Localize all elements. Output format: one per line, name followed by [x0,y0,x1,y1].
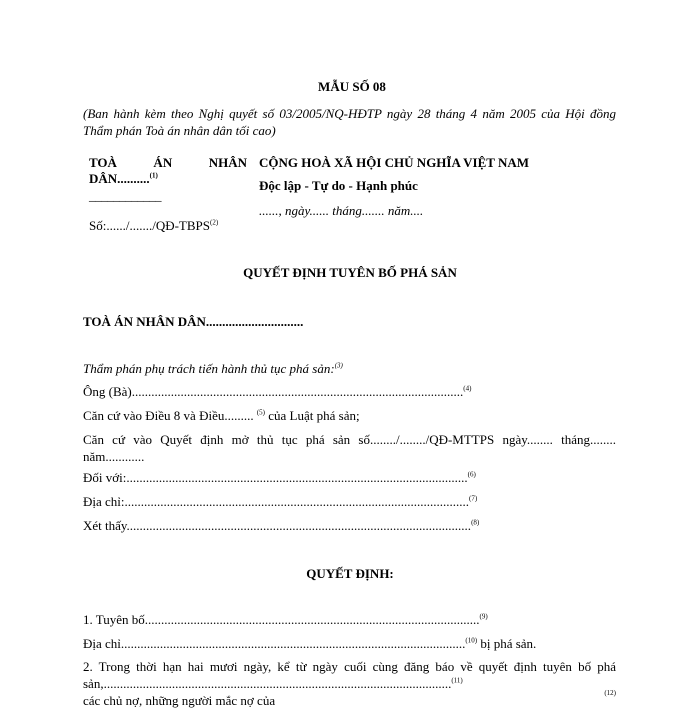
judge-label [83,361,343,377]
decision-item-2-line2-footnote-marker: (11) [451,676,463,685]
date-line: ......, ngày...... tháng....... năm.... [259,203,424,218]
legal-basis-2-line1: Căn cứ vào Quyết định mở thủ tục phá sản số......../......../QĐ-MTTPS ngày........ tháng........ [83,432,616,447]
judge-name-text: Ông (Bà)...................................................................................................... [83,384,464,399]
findings-text: Xét thấy.......................................................................................................... [83,518,472,533]
document-title: QUYẾT ĐỊNH TUYÊN BỐ PHÁ SẢN [243,265,457,280]
decision-item-1-footnote-marker: (9) [479,612,488,621]
decision-number-text: Số:....../......./QĐ-TBPS [89,218,210,233]
decision-item-2-line1: 2. Trong thời hạn hai mươi ngày, kể từ ngày cuối cùng đăng báo về quyết định tuyên bố phá [83,659,616,674]
issuance-note-line1: (Ban hành kèm theo Nghị quyết số 03/2005/NQ-HĐTP ngày 28 tháng 4 năm 2005 của Hội đồng [83,106,616,121]
court-name: TOÀ ÁN NHÂN DÂN.............................. [83,314,304,329]
court-footnote-marker: (1) [149,171,158,180]
judge-name-footnote-marker: (4) [463,384,472,393]
decision-number [89,218,218,234]
decision-item-1-text: 1. Tuyên bố....................................................................................................... [83,612,480,627]
decision-number-footnote-marker: (2) [210,218,219,227]
issuance-note-line2: Thẩm phán Toà án nhân dân tối cao) [83,123,276,138]
subject-text: Đối với:......................................................................................................... [83,470,468,485]
form-number: MẪU SỐ 08 [318,79,386,94]
decision-item-1-address-end: bị phá sản. [477,636,537,651]
court-header-line2 [89,171,158,187]
court-header-line1: TOÀ ÁN NHÂN [89,155,247,170]
decision-item-2-line3-text: các chủ nợ, những người mắc nợ của [83,693,276,708]
decision-item-1-address-text: Địa chỉ.......................................................................................................... [83,636,466,651]
legal-basis-1-text-b: của Luật phá sản; [265,408,360,423]
decision-item-2-line2 [83,676,463,692]
legal-basis-1 [83,408,360,424]
legal-basis-1-footnote-marker: (5) [256,408,266,417]
subject-field [83,470,476,486]
address-field [83,494,477,510]
judge-footnote-marker: (3) [334,361,343,370]
address-text: Địa chỉ:.......................................................................................................... [83,494,470,509]
national-motto: Độc lập - Tự do - Hạnh phúc [259,178,418,193]
legal-basis-1-text-a: Căn cứ vào Điều 8 và Điều......... [83,408,257,423]
findings-field [83,518,479,534]
findings-footnote-marker: (8) [471,518,480,527]
country-name: CỘNG HOÀ XÃ HỘI CHỦ NGHĨA VIỆT NAM [259,155,530,170]
decision-item-2-line2-text: sản,........................................................................................................... [83,676,452,691]
subject-footnote-marker: (6) [467,470,476,479]
court-header-divider: ____________ [89,188,161,203]
legal-basis-2-line2: năm............ [83,449,145,464]
decision-item-2-line3: các chủ nợ, những người mắc nợ của (12) [83,689,616,708]
decision-item-1-address [83,636,536,652]
judge-label-text: Thẩm phán phụ trách tiến hành thủ tục phá sản: [83,361,335,376]
judge-name-field [83,384,471,400]
decision-item-1 [83,612,488,628]
court-header-text: DÂN.......... [89,171,150,186]
decision-item-1-address-footnote-marker: (10) [465,636,478,645]
address-footnote-marker: (7) [469,494,478,503]
decision-heading: QUYẾT ĐỊNH: [306,566,394,581]
